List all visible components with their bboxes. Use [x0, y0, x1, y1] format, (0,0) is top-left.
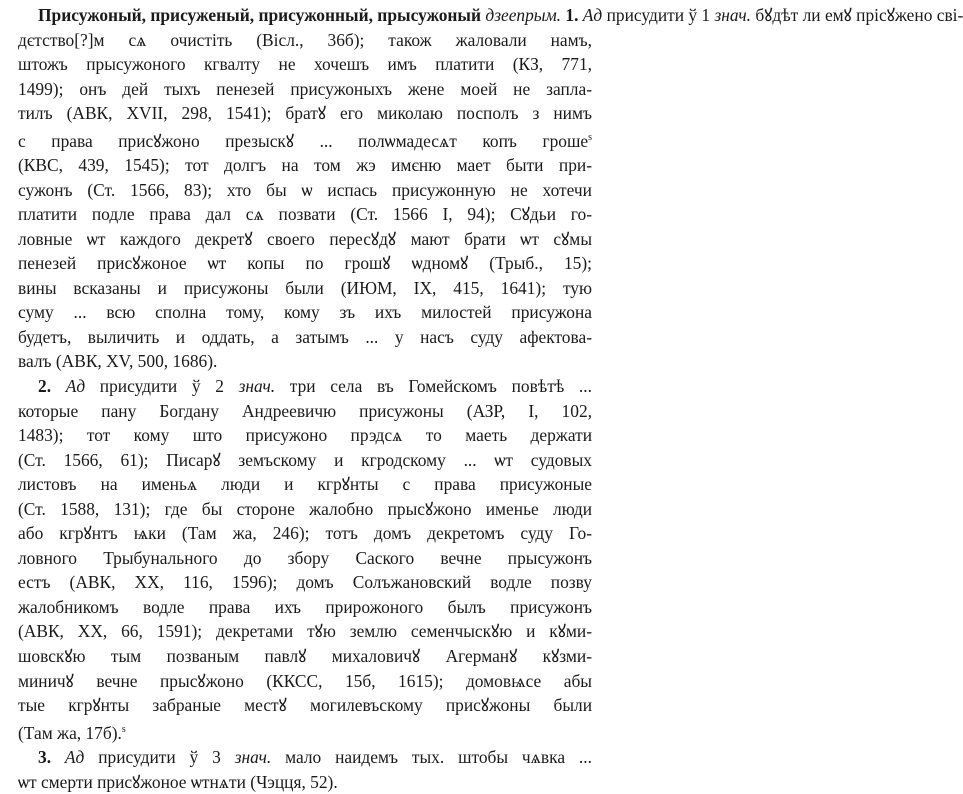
text-line: або кгрꙋнтъ ѩки (Там жа, 246); тотъ домъ декретомъ суду Го-: [18, 523, 592, 544]
text-line: тые кгрꙋнты забраные местꙋ могилевъскому присꙋжоны были: [18, 695, 592, 716]
abbr-ad: Ад: [64, 747, 85, 767]
text-line: тилъ (АВК, XVII, 298, 1541); братꙋ его миколаю посполъ з нимъ: [18, 103, 592, 124]
text-line: суму ... всю сполна тому, кому зъ ихъ милостей присужона: [18, 302, 592, 323]
sense-number: 3.: [38, 747, 52, 767]
text-segment: мало наидемъ тых. штобы чѧвка ...: [285, 747, 592, 767]
text-line: [18, 718, 592, 745]
text-segment: с права присꙋжоно презыскꙋ ... полѡмадесѧт копъ гроше: [18, 130, 589, 151]
headword: Присужоный, присуженый, присужонный, прысужоный: [38, 5, 482, 25]
text-line: жалобникомъ водле права ихъ прирожоного былъ присужонъ: [18, 596, 592, 617]
text-line: 1499); онъ дей тыхъ пенезей присужоныхъ жене моей не запла-: [18, 78, 592, 99]
superscript-s: s: [588, 131, 592, 143]
text-line: дєтство[?]м сѧ очистіть (Вісл., 36б); також жаловали намъ,: [18, 29, 592, 50]
text-segment: три села въ Гомейскомъ повѣтѣ ...: [289, 376, 592, 396]
sense-2: [18, 374, 592, 745]
text-line: 1483); тот кому што присужоно прэдсѧ то маеть держати: [18, 425, 592, 446]
gloss: присудити ў 1: [606, 5, 711, 25]
text-line: будетъ, выличить и оддать, а затымъ ... у насъ суду афектова-: [18, 326, 592, 347]
text-line: ловные ѡт каждого декретꙋ своего пересꙋдꙋ мают брати ѡт сꙋмы: [18, 228, 592, 249]
text-line: [18, 126, 592, 153]
text-line: которые пану Богдану Андреевичю присужоны (АЗР, I, 102,: [18, 400, 592, 421]
text-line: [18, 374, 592, 399]
sense-1: [18, 3, 963, 374]
text-line: шовскꙋю тым позваным павлꙋ михаловичꙋ Агерманꙋ кꙋзми-: [18, 646, 592, 667]
text-line: (Ст. 1588, 131); где бы стороне жалобно прысꙋжоно именье люди: [18, 498, 592, 519]
znach-label: знач.: [238, 376, 276, 396]
text-line: ловного Трыбунального до збору Саского вечне прысужонъ: [18, 547, 592, 568]
text-line: листовъ на именьѧ люди и кгрꙋнты с права присужоные: [18, 474, 592, 495]
text-segment: бꙋдѣт ли емꙋ прісꙋжено сві-: [755, 5, 963, 25]
text-line: миничꙋ вечне прысꙋжоно (ККСС, 15б, 1615); домовѩсе абы: [18, 670, 592, 691]
abbr-ad: Ад: [582, 5, 603, 25]
text-line: естъ (АВК, XX, 116, 1596); домъ Солъжановский водле позву: [18, 572, 592, 593]
znach-label: знач.: [234, 747, 272, 767]
abbr-ad: Ад: [65, 376, 86, 396]
text-segment: (Там жа, 17б).: [18, 722, 122, 743]
gloss: присудити ў 3: [98, 747, 221, 767]
text-line: (АВК, XX, 66, 1591); декретами тꙋю землю семенчыскꙋю и кꙋми-: [18, 621, 592, 642]
text-line: вины всказаны и присужоны были (ИЮМ, IX, 415, 1641); тую: [18, 277, 592, 298]
text-line: [18, 745, 592, 770]
text-line: штожъ прысужоного кгвалту не хочешъ имъ платити (КЗ, 771,: [18, 54, 592, 75]
text-line: (Ст. 1566, 61); Писарꙋ земъскому и кгродскому ... ѡт судовых: [18, 449, 592, 470]
sense-number: 1.: [565, 5, 579, 25]
sense-number: 2.: [38, 376, 52, 396]
text-line: (КВС, 439, 1545); тот долгъ на том жэ имєню мает быти при-: [18, 155, 592, 176]
superscript-s: s: [121, 723, 126, 735]
text-line: валъ (АВК, XV, 500, 1686).: [18, 351, 218, 372]
sense-3: [18, 745, 592, 794]
text-line: пенезей присꙋжоное ѡт копы по грошꙋ ѡдномꙋ (Трыб., 15);: [18, 253, 592, 274]
part-of-speech: дзеепрым.: [485, 5, 562, 25]
text-line: [18, 3, 963, 28]
text-line: платити подле права дал сѧ позвати (Ст. 1566 I, 94); Сꙋдьи го-: [18, 204, 592, 225]
znach-label: знач.: [714, 5, 752, 25]
gloss: присудити ў 2: [99, 376, 224, 396]
text-line: ѡт смерти присꙋжоное ѡтнѧти (Чэцця, 52).: [18, 771, 338, 792]
text-line: сужонъ (Ст. 1566, 83); хто бы ѡ испась присужонную не хотечи: [18, 179, 592, 200]
